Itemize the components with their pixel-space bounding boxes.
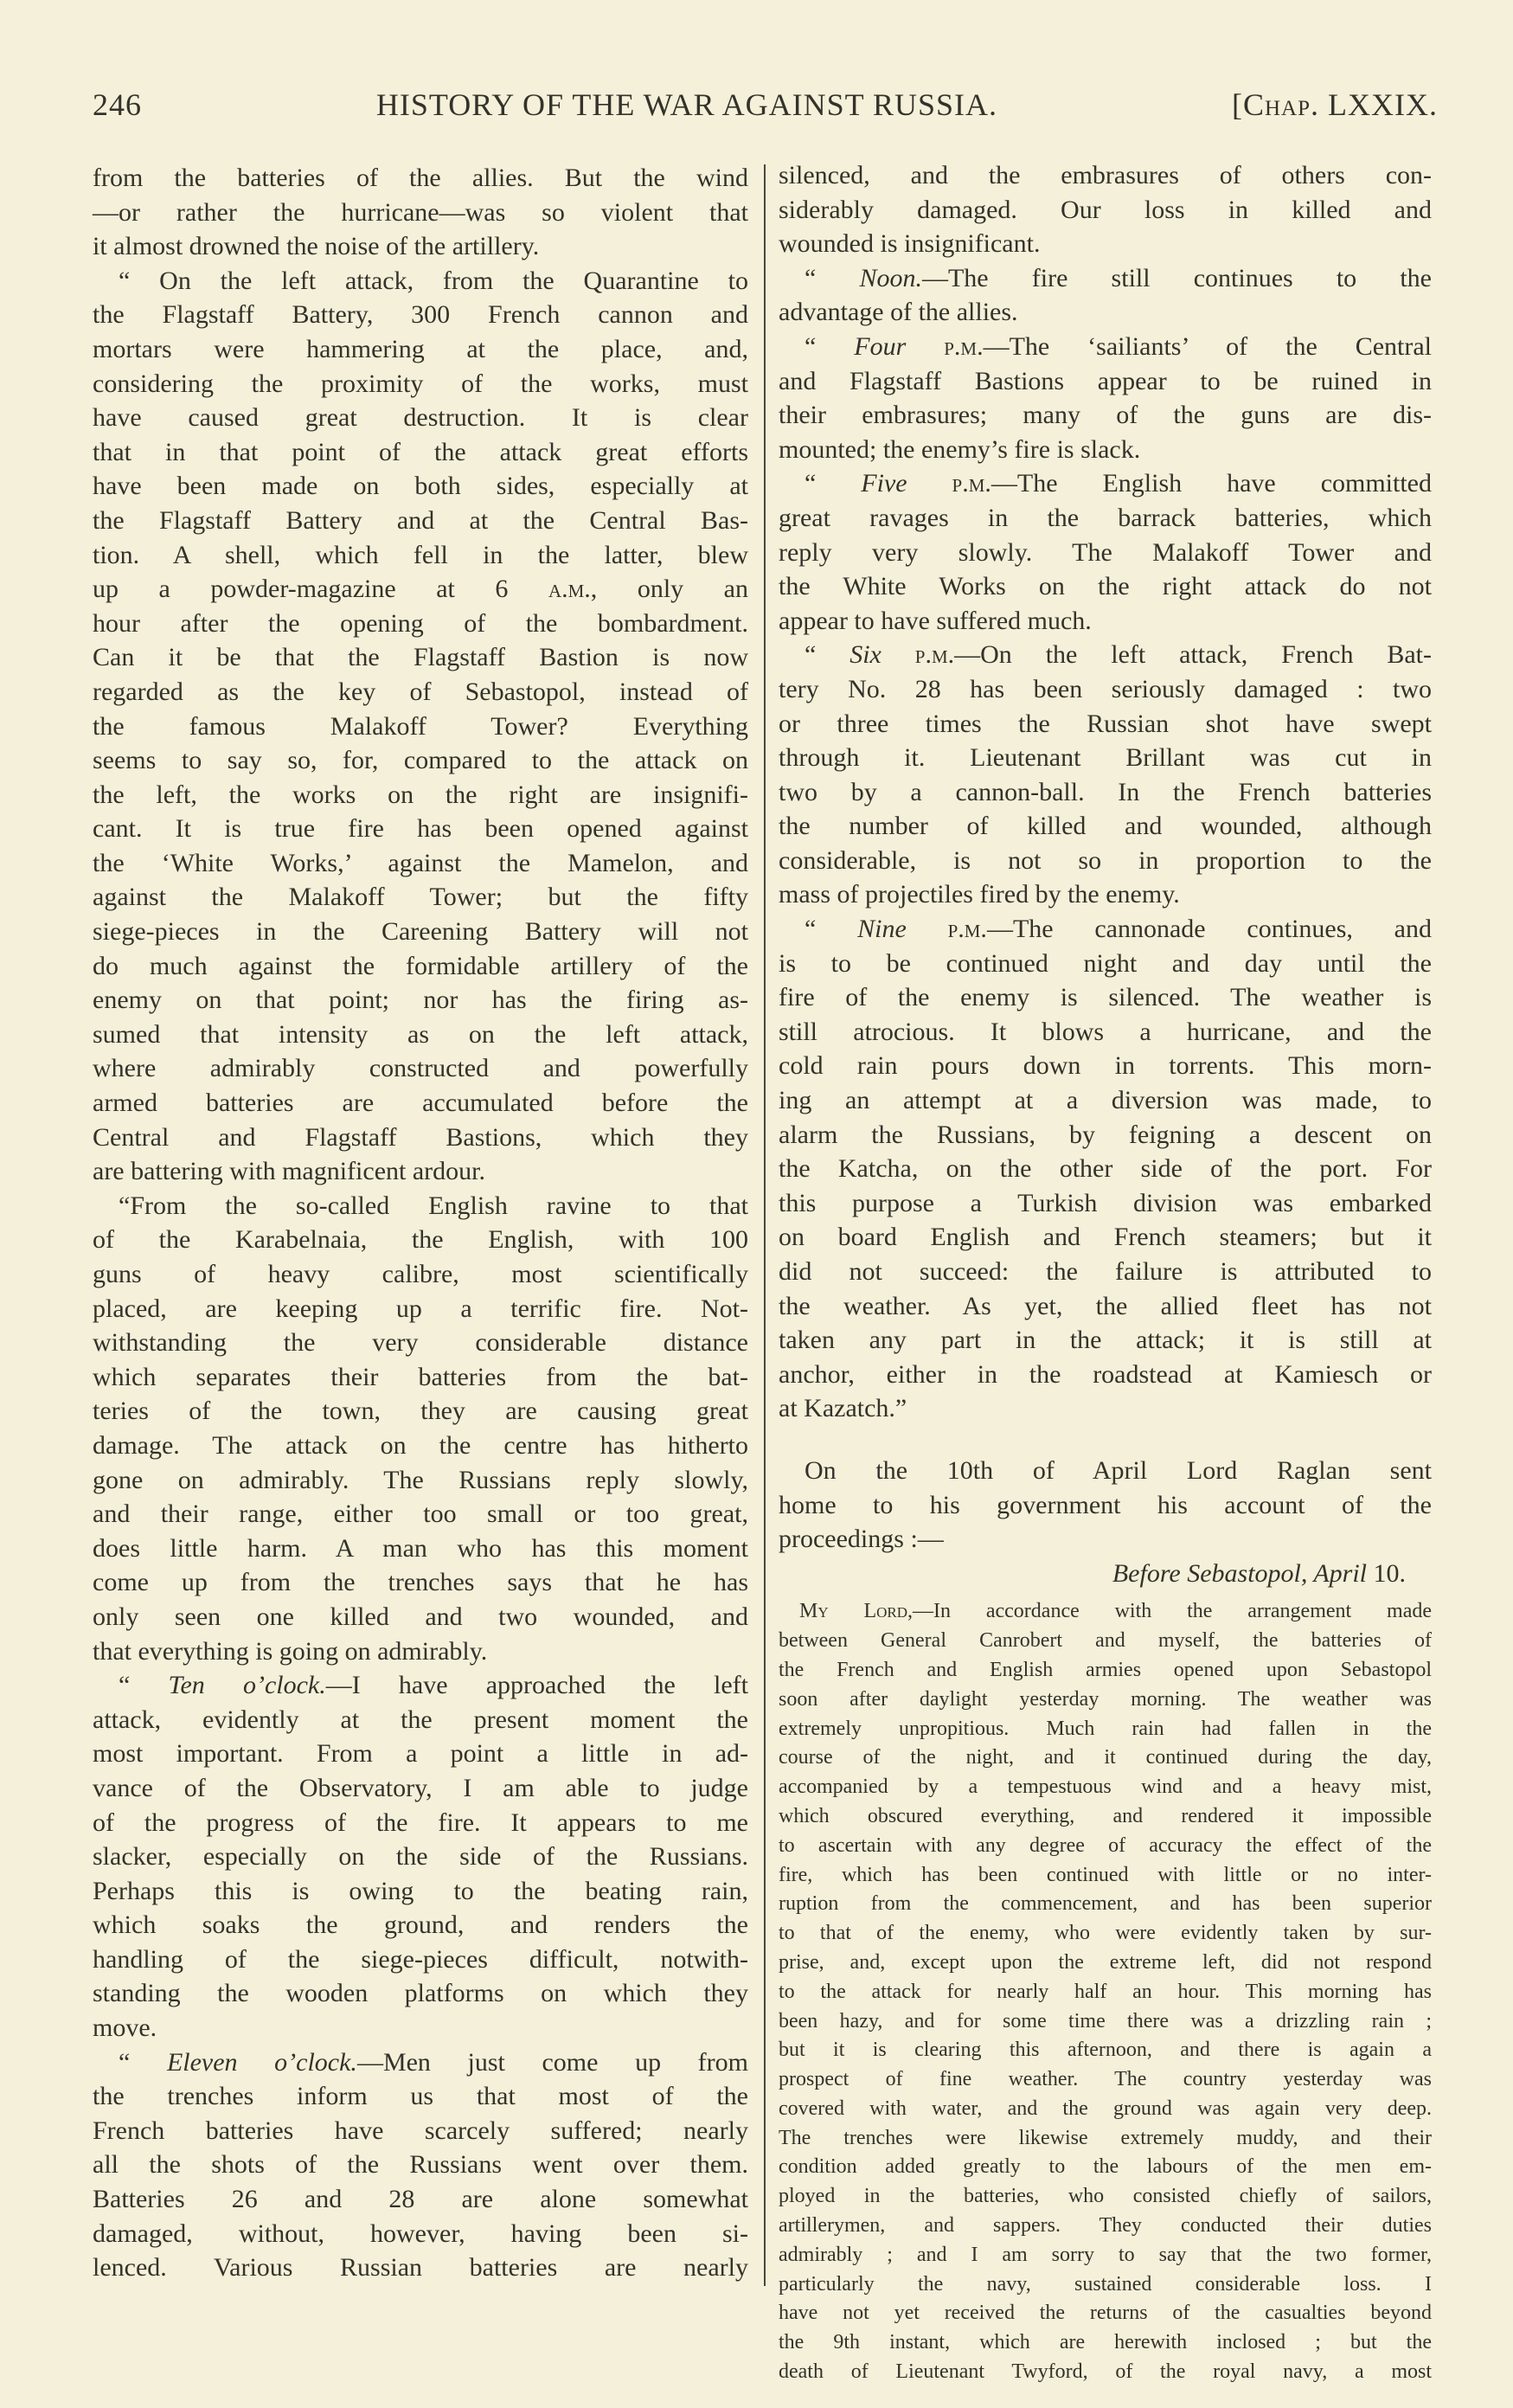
text-line: [93, 1086, 748, 1121]
text-line: [93, 1051, 748, 1086]
text-line: [779, 501, 1432, 536]
running-title: HISTORY OF THE WAR AGAINST RUSSIA.: [375, 87, 998, 122]
text-line: [779, 877, 1432, 912]
text-line: [93, 264, 748, 299]
text-run: Perhaps this is owing to the beating rain,: [93, 1876, 748, 1905]
text-run: Batteries 26 and 28 are alone somewhat: [93, 2185, 748, 2214]
text-line: [93, 675, 748, 710]
text-run: —On the left attack, French Bat-: [954, 640, 1432, 670]
text-run: and their range, either too small or too great,: [93, 1499, 748, 1529]
text-line: [779, 466, 1432, 501]
text-run: do much against the formidable artillery of the: [93, 951, 748, 980]
text-run: that everything is going on admirably.: [93, 1636, 488, 1666]
text-run: prospect of fine weather. The country yesterday was: [779, 2068, 1432, 2091]
text-line: [93, 812, 748, 846]
text-line: [779, 1323, 1432, 1358]
text-line: [779, 2328, 1432, 2358]
text-line: [779, 809, 1432, 844]
text-line: [93, 1600, 748, 1634]
chapter-label: [1232, 87, 1438, 123]
text-run: “ On the left attack, from the Quarantine to: [119, 266, 748, 295]
text-run: where admirably constructed and powerfully: [93, 1054, 748, 1083]
text-line: [779, 844, 1432, 878]
text-line: [779, 1949, 1432, 1978]
text-run: ing an attempt at a diversion was made, to: [779, 1086, 1432, 1115]
text-line: [93, 640, 748, 675]
text-line: [779, 1627, 1432, 1656]
text-run: On the 10th of April Lord Raglan sent: [805, 1455, 1432, 1485]
text-run: alarm the Russians, by feigning a descent on: [779, 1120, 1432, 1149]
text-run: mass of projectiles fired by the enemy.: [779, 880, 1180, 909]
text-line: [93, 538, 748, 573]
text-line: [779, 1861, 1432, 1891]
text-run: does little harm. A man who has this moment: [93, 1533, 748, 1563]
text-line: [779, 1557, 1432, 1591]
text-line: [779, 707, 1432, 742]
text-run: particularly the navy, sustained considerable loss. I: [779, 2272, 1432, 2296]
text-line: [93, 743, 748, 778]
text-line: [779, 912, 1432, 947]
text-line: [93, 710, 748, 744]
text-run: of the Karabelnaia, the English, with 100: [93, 1225, 748, 1255]
text-run: “: [119, 1671, 169, 1700]
text-run: up a powder-magazine at 6: [93, 575, 548, 604]
text-run: —The ‘sailiants’ of the Central: [983, 331, 1433, 361]
text-line: [779, 672, 1432, 707]
text-line: [93, 778, 748, 812]
text-run: French batteries have scarcely suffered; nearly: [93, 2116, 748, 2145]
text-line: [779, 1686, 1432, 1715]
text-line: [779, 1773, 1432, 1802]
text-run: [: [1231, 87, 1243, 122]
text-run: from the batteries of the allies. But the wind: [93, 164, 748, 192]
text-run: damage. The attack on the centre has hitherto: [93, 1430, 748, 1460]
italic-text: Before Sebastopol, April: [1112, 1558, 1367, 1588]
text-line: [93, 2217, 748, 2251]
text-run: move.: [93, 2013, 157, 2043]
text-line: [779, 1118, 1432, 1153]
text-line: [93, 1976, 748, 2011]
text-run: all the shots of the Russians went over them.: [93, 2150, 748, 2180]
text-line: [93, 1429, 748, 1463]
text-run: still atrocious. It blows a hurricane, and the: [779, 1017, 1432, 1046]
text-line: [779, 1890, 1432, 1919]
small-caps-text: My Lord,: [799, 1600, 914, 1623]
text-run: —In accordance with the arrangement made: [913, 1600, 1432, 1623]
text-line: [93, 949, 748, 984]
text-line: [93, 1326, 748, 1360]
text-run: come up from the trenches says that he has: [93, 1568, 748, 1597]
text-run: soon after daylight yesterday morning. The weather was: [779, 1687, 1432, 1711]
text-line: [779, 1255, 1432, 1289]
text-line: [93, 1292, 748, 1326]
text-run: home to his government his account of the: [779, 1490, 1432, 1519]
text-run: standing the wooden platforms on which they: [93, 1979, 748, 2008]
text-run: “: [805, 331, 855, 361]
text-run: [907, 915, 948, 943]
text-run: Can it be that the Flagstaff Bastion is now: [93, 643, 748, 672]
text-run: siderably damaged. Our loss in killed and: [779, 195, 1432, 224]
text-line: [93, 2045, 748, 2080]
text-run: this purpose a Turkish division was embarked: [779, 1188, 1432, 1217]
text-run: lenced. Various Russian batteries are nearly: [93, 2253, 748, 2283]
text-run: wounded is insignificant.: [779, 229, 1041, 259]
text-line: [93, 2148, 748, 2182]
text-run: LXXIX.: [1319, 87, 1438, 122]
text-line: [779, 1597, 1432, 1627]
text-line: [93, 880, 748, 915]
text-line: [779, 2241, 1432, 2270]
italic-text: Nine: [857, 915, 907, 944]
text-line: [93, 1908, 748, 1942]
text-run: extremely unpropitious. Much rain had fallen in the: [779, 1717, 1432, 1740]
text-run: the Katcha, on the other side of the port. For: [779, 1154, 1432, 1184]
text-line: [93, 2079, 748, 2114]
text-line: [779, 2270, 1432, 2300]
text-line: [93, 1223, 748, 1257]
text-line: [779, 1802, 1432, 1832]
text-run: damaged, without, however, having been si-: [93, 2219, 748, 2248]
text-line: [779, 1743, 1432, 1773]
text-run: [907, 469, 952, 498]
text-run: considerable, is not so in proportion to the: [779, 845, 1432, 875]
text-line: [779, 364, 1432, 399]
text-run: been hazy, and for some time there was a drizzling rain ;: [779, 2009, 1432, 2032]
text-run: [906, 332, 944, 361]
text-line: [779, 2095, 1432, 2124]
text-run: placed, are keeping up a terrific fire. Not-: [93, 1294, 748, 1323]
text-run: through it. Lieutenant Brillant was cut in: [779, 743, 1432, 773]
text-run: hour after the opening of the bombardment.: [93, 608, 748, 638]
text-line: [93, 572, 748, 607]
text-run: “: [119, 2047, 167, 2077]
text-run: “From the so-called English ravine to that: [119, 1191, 748, 1220]
text-run: siege-pieces in the Careening Battery will not: [93, 917, 748, 947]
text-line: [93, 983, 748, 1018]
text-run: , only an: [590, 575, 748, 604]
text-line: [779, 569, 1432, 604]
text-line: [779, 1715, 1432, 1744]
text-run: guns of heavy calibre, most scientifically: [93, 1260, 748, 1288]
text-line: [779, 638, 1432, 672]
text-run: mortars were hammering at the place, and,: [93, 334, 748, 363]
text-run: or three times the Russian shot have swept: [779, 709, 1432, 738]
text-line: [779, 1358, 1432, 1392]
text-run: tion. A shell, which fell in the latter, blew: [93, 540, 748, 569]
text-run: sumed that intensity as on the left attack,: [93, 1019, 748, 1049]
text-line: [93, 1840, 748, 1874]
text-run: advantage of the allies.: [779, 298, 1018, 327]
right-column-quotation: [779, 158, 1432, 1426]
text-run: proceedings :—: [779, 1525, 944, 1554]
small-caps-text: p.m.: [914, 640, 955, 670]
text-line: [93, 846, 748, 881]
text-run: tery No. 28 has been seriously damaged : two: [779, 674, 1432, 703]
text-run: —The English have committed: [991, 469, 1432, 498]
text-line: [779, 1015, 1432, 1050]
text-run: of the progress of the fire. It appears to me: [93, 1808, 748, 1837]
small-caps-text: a.m.: [548, 575, 591, 604]
text-run: two by a cannon-ball. In the French batteries: [779, 777, 1432, 806]
column-divider: [764, 164, 766, 2286]
text-line: [779, 2182, 1432, 2212]
text-run: covered with water, and the ground was again very deep.: [779, 2097, 1432, 2120]
text-run: great ravages in the barrack batteries, which: [779, 503, 1432, 532]
text-line: [93, 161, 748, 196]
text-line: [93, 1771, 748, 1806]
text-line: [779, 1049, 1432, 1083]
text-line: [93, 196, 748, 230]
text-line: [779, 1220, 1432, 1255]
text-run: the ‘White Works,’ against the Mamelon, and: [93, 848, 748, 877]
text-run: “: [805, 469, 862, 498]
text-line: [93, 1634, 748, 1669]
italic-text: Noon.: [859, 263, 922, 292]
text-run: to that of the enemy, who were evidently taken by sur-: [779, 1922, 1432, 1945]
text-line: [93, 435, 748, 470]
text-run: the left, the works on the right are insignifi-: [93, 780, 748, 809]
text-run: reply very slowly. The Malakoff Tower and: [779, 537, 1432, 567]
text-line: [93, 1497, 748, 1531]
text-run: prise, and, except upon the extreme left, did not respond: [779, 1950, 1432, 1974]
text-line: [93, 915, 748, 949]
text-line: [779, 1919, 1432, 1949]
text-run: attack, evidently at the present moment the: [93, 1705, 748, 1734]
text-line: [93, 504, 748, 538]
italic-text: Four: [854, 331, 907, 361]
text-run: cant. It is true fire has been opened against: [93, 814, 748, 844]
text-run: have not yet received the returns of the casualties beyond: [779, 2302, 1432, 2325]
text-line: [779, 2065, 1432, 2095]
text-line: [779, 2036, 1432, 2065]
text-run: teries of the town, they are causing great: [93, 1397, 748, 1426]
text-run: only seen one killed and two wounded, and: [93, 1602, 748, 1631]
text-run: slacker, especially on the side of the Russians.: [93, 1842, 748, 1872]
text-run: —The cannonade continues, and: [986, 915, 1432, 944]
text-line: [93, 1360, 748, 1395]
text-run: and Flagstaff Bastions appear to be ruined in: [779, 366, 1432, 395]
text-line: [779, 2212, 1432, 2241]
text-run: —or rather the hurricane—was so violent that: [93, 197, 748, 227]
text-line: [93, 1463, 748, 1498]
text-line: [779, 261, 1432, 296]
text-run: cold rain pours down in torrents. This morn-: [779, 1051, 1432, 1081]
text-line: [779, 1522, 1432, 1557]
text-run: have caused great destruction. It is clear: [93, 403, 748, 433]
text-run: the Flagstaff Battery, 300 French cannon and: [93, 300, 748, 330]
text-line: [93, 1189, 748, 1223]
text-run: silenced, and the embrasures of others con-: [779, 161, 1432, 189]
text-run: appear to have suffered much.: [779, 606, 1092, 635]
text-run: the French and English armies opened upon Sebastopol: [779, 1658, 1432, 1681]
text-run: are battering with magnificent ardour.: [93, 1157, 485, 1186]
text-run: artillerymen, and sappers. They conducted their duties: [779, 2214, 1432, 2238]
text-line: [779, 1978, 1432, 2007]
text-run: —The fire still continues to the: [921, 263, 1432, 292]
text-run: —I have approached the left: [325, 1671, 748, 1700]
text-run: fire of the enemy is silenced. The weather is: [779, 983, 1432, 1012]
text-line: [779, 1488, 1432, 1523]
text-run: course of the night, and it continued during the day,: [779, 1746, 1432, 1769]
text-run: condition added greatly to the labours of the men em-: [779, 2155, 1432, 2179]
text-run: it almost drowned the noise of the artillery.: [93, 232, 540, 261]
small-caps-text: p.m.: [944, 331, 984, 361]
text-run: to the attack for nearly half an hour. This morning has: [779, 1980, 1432, 2003]
text-run: against the Malakoff Tower; but the fifty: [93, 883, 748, 912]
text-line: [779, 1454, 1432, 1488]
italic-text: Six: [849, 640, 882, 670]
text-line: [93, 2011, 748, 2045]
text-line: [93, 1668, 748, 1703]
text-run: the 9th instant, which are herewith inclosed ; but the: [779, 2331, 1432, 2354]
text-run: the famous Malakoff Tower? Everything: [93, 711, 748, 741]
text-line: [93, 1806, 748, 1840]
italic-text: Eleven o’clock.: [166, 2047, 357, 2077]
text-line: [779, 1656, 1432, 1686]
text-line: [779, 604, 1432, 639]
text-run: “: [805, 640, 850, 670]
text-line: [93, 1531, 748, 1566]
left-column: [93, 161, 748, 2285]
text-run: to ascertain with any degree of accuracy the effect of the: [779, 1833, 1432, 1857]
running-header: [93, 87, 1438, 128]
italic-text: Five: [861, 469, 907, 498]
text-line: [93, 1703, 748, 1737]
text-run: the trenches inform us that most of the: [93, 2082, 748, 2111]
text-line: [779, 1186, 1432, 1221]
text-line: [779, 947, 1432, 981]
text-run: taken any part in the attack; it is still at: [779, 1326, 1432, 1355]
text-line: [93, 1257, 748, 1292]
text-line: [779, 2153, 1432, 2182]
text-line: [93, 1874, 748, 1909]
text-line: [93, 469, 748, 504]
text-run: The trenches were likewise extremely muddy, and their: [779, 2126, 1432, 2149]
text-line: [93, 332, 748, 367]
text-line: [779, 2299, 1432, 2328]
text-run: the Flagstaff Battery and at the Central Bas-: [93, 505, 748, 535]
text-line: [93, 401, 748, 435]
text-run: their embrasures; many of the guns are dis-: [779, 401, 1432, 430]
text-run: “: [805, 915, 858, 944]
italic-text: Ten o’clock.: [168, 1671, 326, 1700]
text-line: [779, 227, 1432, 261]
right-column: [779, 158, 1432, 2387]
text-run: armed batteries are accumulated before the: [93, 1088, 748, 1118]
small-caps-text: Chap.: [1242, 87, 1319, 122]
text-line: [779, 295, 1432, 330]
text-line: [779, 2007, 1432, 2037]
text-line: [779, 980, 1432, 1015]
text-run: gone on admirably. The Russians reply slowly,: [93, 1465, 748, 1494]
text-line: [93, 1018, 748, 1052]
text-run: anchor, either in the roadstead at Kamiesch or: [779, 1359, 1432, 1389]
text-line: [93, 229, 748, 264]
text-line: [779, 1289, 1432, 1324]
text-run: Central and Flagstaff Bastions, which they: [93, 1122, 748, 1152]
text-run: admirably ; and I am sorry to say that the two former,: [779, 2243, 1432, 2266]
text-line: [779, 741, 1432, 775]
text-run: which separates their batteries from the bat-: [93, 1362, 748, 1391]
text-line: [93, 367, 748, 401]
text-line: [779, 2124, 1432, 2154]
text-line: [779, 1391, 1432, 1426]
text-run: handling of the siege-pieces difficult, notwith-: [93, 1944, 748, 1974]
text-run: mounted; the enemy’s fire is slack.: [779, 434, 1141, 464]
text-run: 10.: [1367, 1558, 1406, 1588]
text-run: which soaks the ground, and renders the: [93, 1910, 748, 1940]
text-run: the White Works on the right attack do not: [779, 572, 1432, 601]
text-run: ruption from the commencement, and has been superior: [779, 1892, 1432, 1916]
text-line: [93, 2251, 748, 2285]
small-caps-text: p.m.: [947, 915, 987, 944]
text-line: [93, 607, 748, 641]
text-line: [93, 298, 748, 332]
text-run: considering the proximity of the works, must: [93, 369, 748, 398]
text-run: ployed in the batteries, who consisted chiefly of sailors,: [779, 2185, 1432, 2208]
text-run: enemy on that point; nor has the firing as-: [93, 986, 748, 1015]
text-run: the number of killed and wounded, although: [779, 812, 1432, 841]
text-run: “: [805, 263, 860, 292]
text-run: at Kazatch.”: [779, 1394, 907, 1423]
text-run: withstanding the very considerable distance: [93, 1328, 748, 1358]
text-run: have been made on both sides, especially at: [93, 472, 748, 501]
text-run: seems to say so, for, compared to the attack on: [93, 746, 748, 775]
text-run: —Men just come up from: [356, 2047, 748, 2077]
text-line: [779, 2358, 1432, 2387]
text-run: is to be continued night and day until the: [779, 948, 1432, 978]
text-run: on board English and French steamers; but it: [779, 1223, 1432, 1252]
text-run: that in that point of the attack great efforts: [93, 437, 748, 466]
text-line: [93, 1565, 748, 1600]
text-line: [93, 1154, 748, 1189]
text-line: [93, 2114, 748, 2148]
text-run: fire, which has been continued with little or no inter-: [779, 1863, 1432, 1886]
text-line: [93, 1394, 748, 1429]
text-line: [779, 1152, 1432, 1186]
text-run: but it is clearing this afternoon, and there is again a: [779, 2039, 1432, 2062]
text-line: [779, 775, 1432, 810]
text-run: did not succeed: the failure is attributed to: [779, 1257, 1432, 1286]
text-line: [93, 1737, 748, 1771]
text-line: [779, 193, 1432, 228]
text-line: [779, 398, 1432, 433]
text-run: accompanied by a tempestuous wind and a heavy mist,: [779, 1775, 1432, 1799]
text-line: [93, 1121, 748, 1155]
text-run: vance of the Observatory, I am able to judge: [93, 1773, 748, 1802]
text-run: most important. From a point a little in ad-: [93, 1739, 748, 1769]
text-line: [93, 2182, 748, 2217]
dispatch-letter: [779, 1597, 1432, 2387]
small-caps-text: p.m.: [952, 469, 991, 498]
page-number: 246: [93, 87, 142, 122]
text-line: [779, 158, 1432, 193]
text-line: [779, 330, 1432, 364]
text-run: death of Lieutenant Twyford, of the royal navy, a most: [779, 2360, 1432, 2384]
text-run: the weather. As yet, the allied fleet has not: [779, 1291, 1432, 1320]
text-run: between General Canrobert and myself, the batteries of: [779, 1629, 1432, 1653]
text-line: [779, 536, 1432, 570]
text-line: [93, 1942, 748, 1977]
right-column-narrative: [779, 1454, 1432, 1590]
text-line: [779, 1083, 1432, 1118]
text-line: [779, 433, 1432, 467]
text-run: regarded as the key of Sebastopol, instead of: [93, 677, 748, 706]
text-run: which obscured everything, and rendered it impossible: [779, 1804, 1432, 1827]
text-line: [779, 1832, 1432, 1861]
text-run: [882, 640, 915, 669]
